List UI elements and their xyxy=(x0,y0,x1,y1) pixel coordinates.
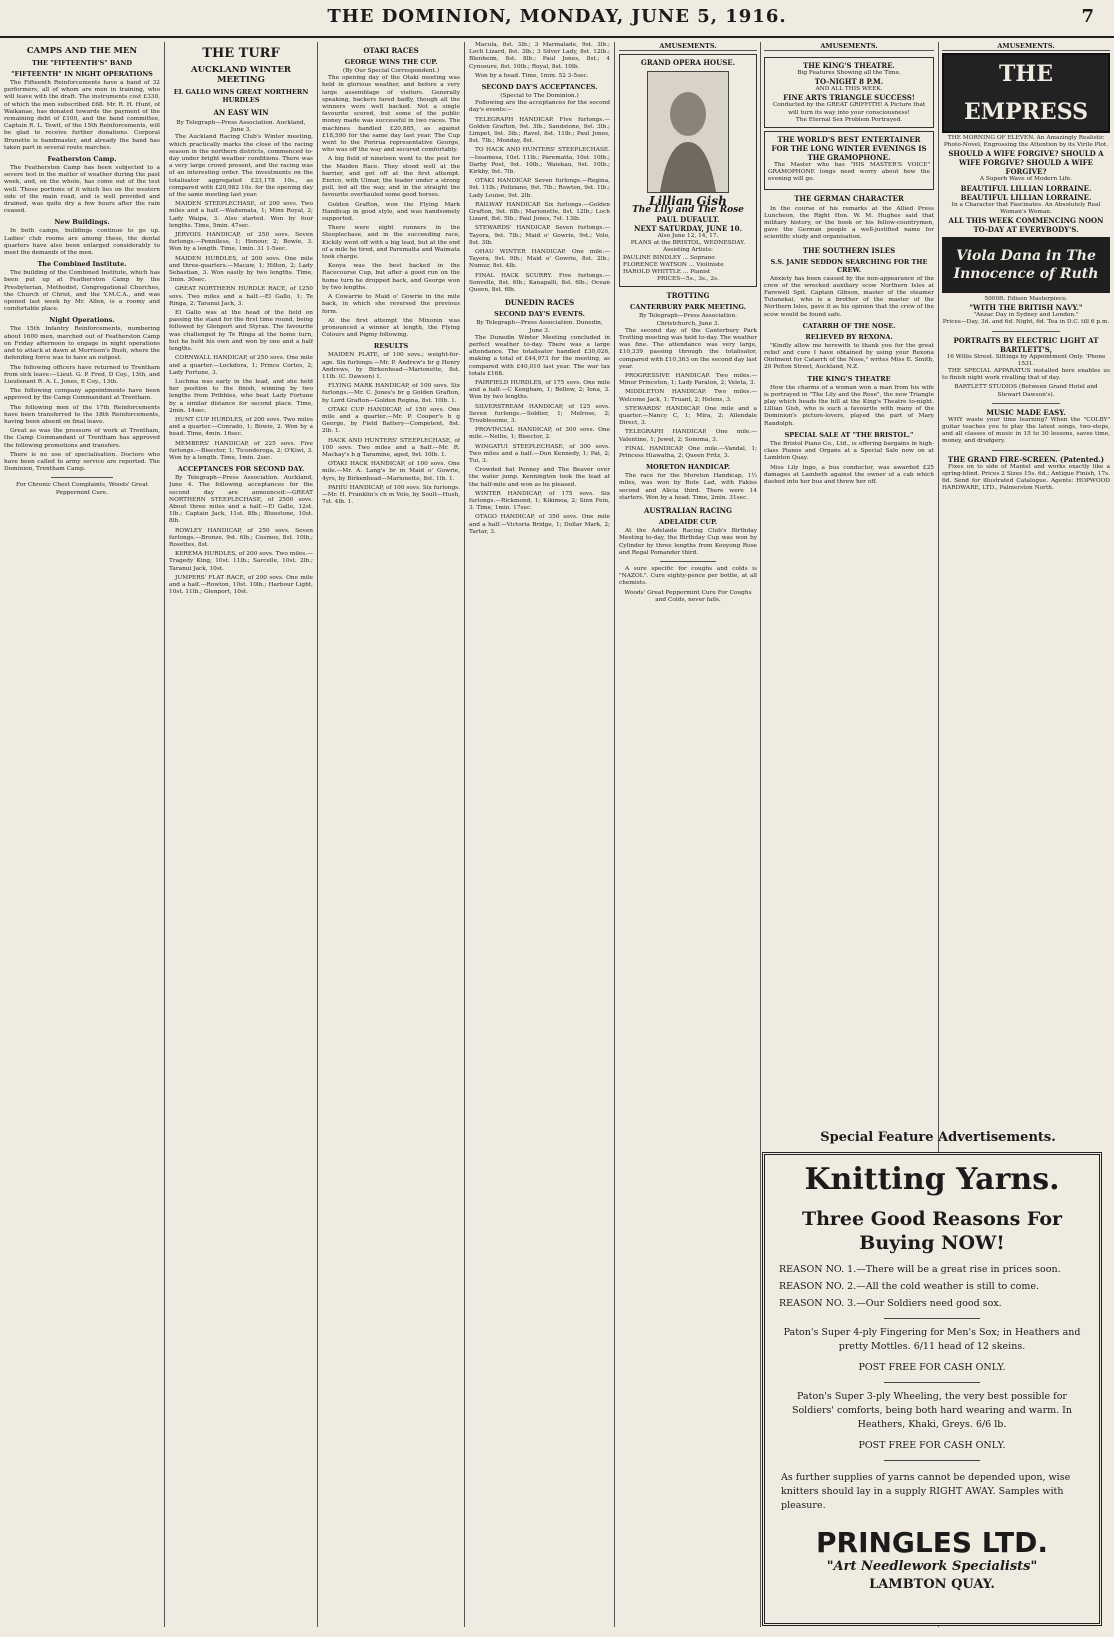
article-paragraph: In both camps, buildings continue to go up. Ladies' club rooms are among these, the dental quarters have also been enlarged considerably to meet the demands of the men. xyxy=(4,228,160,257)
advert-title: THE WORLD'S BEST ENTERTAINER FOR THE LONG WINTER EVENINGS IS THE GRAMOPHONE. xyxy=(771,135,927,163)
advert-line: PAULINE BINDLEY ... Soprano xyxy=(623,254,715,261)
separator xyxy=(884,1382,981,1383)
column-rule xyxy=(164,42,165,1627)
article-paragraph: There were eight runners in the Steeplechase, and in the succeeding race, Kickily went off with a big lead, but at the end of a mile he tired, and Parematta and Waimata took charge. xyxy=(322,225,460,261)
article-paragraph: FINAL HANDICAP. One mile.—Vandal, 1; Princess Hiawatha, 2; Queen Fritz, 3. xyxy=(619,445,757,460)
company-name: PRINGLES LTD. xyxy=(816,1526,1048,1559)
byline: By Telegraph—Press Association. Dunedin, June 3. xyxy=(476,320,603,334)
article-paragraph: The following men of the 17th Reinforcements have been transferred to the 18th Reinforcements, having been absent on final leave. xyxy=(4,404,160,425)
separator xyxy=(992,403,1059,404)
article-paragraph: The following officers have returned to Trentham from sick leave:—Lieut. G. P. Fred, D Coy., 13th, and Lieutenant R. A. L. Jones, E Coy., 13th. xyxy=(4,364,160,385)
article-paragraph: The second day of the Canterbury Park Trotting meeting was held to-day. The weather was fine. The attendance was very large, £10,339 passing through the totalisator, compared with £10,363 on the second day last year. xyxy=(619,327,757,370)
subhead: AUCKLAND WINTER MEETING xyxy=(191,65,291,85)
advert-line: WHY waste your time learning? When the "COLBY" guitar teaches you to play the latest songs, two-steps, and all classes of music in 15 to 30 lessons, saves time, money, and drudgery. xyxy=(942,416,1110,445)
separator xyxy=(992,331,1059,332)
film-title: The Lily and The Rose xyxy=(632,205,744,215)
subhead: S.S. JANIE SEDDON SEARCHING FOR THE CREW. xyxy=(770,257,928,274)
article-paragraph: HACK AND HUNTERS' STEEPLECHASE, of 100 sovs. Two miles and a half.—Mr. R. Mackay's b g Taramine, aged, 9st. 10lb. 1. xyxy=(322,437,460,458)
advert-line: For Chronic Chest Complaints, Woods' Great Peppermint Cure. xyxy=(16,482,148,496)
advert-title: GRAND OPERA HOUSE. xyxy=(640,58,736,67)
separator xyxy=(884,1318,981,1319)
column-otaki xyxy=(322,42,460,1629)
subhead: GEORGE WINS THE CUP. xyxy=(344,58,438,66)
product-terms: POST FREE FOR CASH ONLY. xyxy=(858,1362,1006,1373)
advert-line: Big Features Showing all the Time. xyxy=(797,70,901,76)
article-paragraph: How the charms of a woman won a man from his wife is portrayed in "The Lily and the Rose", the new Triangle play which heads the bill at the King's Theatre to-night. Lillian Gish, who is such a favourite with many of the Dominion's picture-lovers, played the part of Mary Randolph. xyxy=(764,384,934,427)
article-paragraph: "Kindly allow me herewith to thank you for the great relief and cure I have obtained by using your Rexona Ointment for Catarrh of the Nose," writes Miss E. Smith, 20 Pelton Street, Auckland, N.Z. xyxy=(764,342,934,371)
article-paragraph: ROWLEY HANDICAP, of 250 sovs. Seven furlongs.—Bronze, 9st. 6lb.; Cosmos, 8st. 10lb.; Rosettes, 8st. xyxy=(169,527,313,548)
headline-dunedin: DUNEDIN RACES xyxy=(504,298,575,308)
advert-line: "Anzac Day in Sydney and London." xyxy=(973,312,1079,319)
reason-item: REASON NO. 1.—There will be a great rise in prices soon. xyxy=(779,1264,1061,1275)
subhead: SPECIAL SALE AT "THE BRISTOL." xyxy=(784,430,914,439)
subhead: RELIEVED BY REXONA. xyxy=(805,332,893,341)
subhead: The Combined Institute. xyxy=(37,260,127,269)
article-paragraph: OTAKI HACK HANDICAP, of 100 sovs. One mile.—Mr. A. Lang's br m Maid o' Gowrie, 4yrs, by Birkenhead—Marionette, 8st. 1lb. 1. xyxy=(322,461,460,482)
article-paragraph: There is no use of specialisation. Doctors who have been called to army service are reported. The Dominion, Trentham Camp. xyxy=(4,451,160,473)
article-paragraph: Miss Lily Ingo, a bus conductor, was awarded £25 damages at Lambeth against the owner of a cab which dashed into her bus and threw her off. xyxy=(764,464,934,485)
subhead: Night Operations. xyxy=(49,316,115,325)
knitting-yarns-advert xyxy=(762,1152,1102,1626)
masthead-title: THE DOMINION, MONDAY, JUNE 5, 1916. xyxy=(327,6,787,27)
article-paragraph: The Auckland Racing Club's Winter meeting, which practically marks the close of the racing season in the northern districts, commenced to-day under bright weather conditions. There was a very large crowd present, and the racing was of an interesting order. The investments on the totalisator aggregated £23,178 10s., as compared with £20,982 10s. for the opening day of the same meeting last year. xyxy=(169,134,313,199)
headline-german: THE GERMAN CHARACTER xyxy=(794,193,904,203)
column-rule xyxy=(317,42,318,1627)
article-paragraph: OTAGO HANDICAP, of 350 sovs. One mile and a half.—Victoria Bridge, 1; Dollar Mark, 2; Tartar, 3. xyxy=(469,514,610,535)
article-paragraph: Golden Grafton, won the Flying Mark Handicap in good style, and was handsomely supported. xyxy=(322,201,460,223)
special-feature-heading: Special Feature Advertisements. xyxy=(820,1130,1056,1145)
advert-title: MUSIC MADE EASY. xyxy=(986,407,1066,417)
byline: (By Our Special Correspondent.) xyxy=(342,68,440,74)
article-paragraph: A big field of nineteen went to the post for the Maiden Race. They stood well at the barrier, and got off at the first attempt. Enrico, with Ulmar, the leader under a strong pull, led all the way, and in the straight the favourite overhauled some good horses. xyxy=(322,156,460,199)
article-paragraph: El Gallo was at the head of the field on passing the stand for the first time round, being followed by Glenport and Styrax. The favourite was challenged by Te Ringa at the home turn, but he held his own and won by one and a half lengths. xyxy=(169,310,313,353)
advert-line: HAROLD WHITTLE ... Pianist xyxy=(623,269,711,276)
advert-line: Prices—Day, 3d. and 6d. Night, 6d. Tea in D.C. till 6 p.m. xyxy=(942,319,1110,326)
advert-line: 5000ft. Edison Masterpiece. xyxy=(984,296,1068,303)
article-paragraph: KEREMA HURDLES, of 200 sovs. Two miles.—Tragedy King, 10st. 11lb.; Sarcelle, 10st. 2lb.; Taranui Jack, 10st. xyxy=(169,551,313,572)
advert-note: As further supplies of yarns cannot be depended upon, wise knitters should lay in a supply RIGHT AWAY. Samples with pleasure. xyxy=(781,1472,1071,1511)
advert-line: FINE ARTS TRIANGLE SUCCESS! xyxy=(783,93,915,103)
separator xyxy=(51,477,113,478)
advert-line: Woods' Great Peppermint Cure For Coughs and Colds, never fails. xyxy=(624,589,752,603)
subhead: New Buildings. xyxy=(54,218,110,227)
column-camps xyxy=(4,42,160,1629)
article-paragraph: MAIDEN STEEPLECHASE, of 200 sovs. Two miles and a half.—Waitemata, 1; Minx Royal, 2; Lady Waipa, 3. Also started. Won by four lengths. Time, 5min. 47sec. xyxy=(169,201,313,229)
kings-theatre-advert xyxy=(764,57,934,128)
advert-title: Knitting Yarns. xyxy=(804,1162,1060,1197)
subhead: THE KING'S THEATRE xyxy=(807,374,891,383)
article-paragraph: PROVINCIAL HANDICAP, of 300 sovs. One mile.—Nellie, 1; Bisector, 2. xyxy=(469,427,610,441)
separator xyxy=(660,561,715,562)
headline-turf: THE TURF xyxy=(202,46,280,61)
article-paragraph: CORNWALL HANDICAP, of 250 sovs. One mile and a quarter.—Lockdora, 1; Prince Cortes, 2; Lady Fortune, 3. xyxy=(169,355,313,376)
subhead: SECOND DAY'S EVENTS. xyxy=(494,310,585,319)
subhead: ADELAIDE CUP. xyxy=(658,518,718,527)
advert-subtitle: Three Good Reasons For Buying NOW! xyxy=(801,1208,1063,1254)
opera-house-advert xyxy=(619,54,757,287)
article-paragraph: The Fifteenth Reinforcements have a band of 32 performers, all of whom are men in training, who will leave with the draft. The instruments cost £330, of which the men subscribed £68. Mr. R. H. Hunt, of Waikanae, has donated towards the payment of the remaining debt of £100, and the band committee, Captain R. L. Tewit, of the 15th Reinforcements, will be glad to receive further donations. Corporal Brunette is bandmaster, and already the band has taken part in several route marches. xyxy=(4,80,160,151)
article-paragraph: Following are the acceptances for the second day's events:— xyxy=(469,100,610,114)
article-paragraph: The Featherston Camp has been subjected to a severe test in the matter of weather during the past week, and, on the whole, has come out of the test well. Those portions of it which lies on the western side of the main road, and is well provided and drained, was quite dry a few hours after the rain ceased. xyxy=(4,165,160,215)
advert-line: Also June 12, 14, 17. xyxy=(657,233,719,239)
advert-line: A sure specific for coughs and colds is "NAZOL". Cure eighty-pence per bottle, at all chemists. xyxy=(619,565,757,587)
article-paragraph: The Bristol Piano Co., Ltd., is offering bargains in high-class Pianos and Organs at a Special Sale now on at Lambton Quay. xyxy=(764,440,934,462)
column-rule xyxy=(614,42,615,1627)
article-paragraph: PROGRESSIVE HANDICAP. Two miles.—Minor Princeton, 1; Lady Paralon, 2; Veleta, 3. xyxy=(619,373,757,387)
section-heading: AMUSEMENTS. xyxy=(619,42,757,51)
article-paragraph: In the course of his remarks at the Allied Press Luncheon, the Right Hon. W. M. Hughes said that military history, or the book or his fellow-countrymen, gave the German people a well-justified name for scientific study and organisation. xyxy=(764,205,934,241)
subhead: ACCEPTANCES FOR SECOND DAY. xyxy=(177,465,305,474)
article-paragraph: OTAKI HANDICAP. Seven furlongs.—Regina, 9st. 11lb.; Poliziano, 9st. 7lb.; Rowton, 9st. 1lb.; Lady Louise, 9st. 2lb. xyxy=(469,178,610,199)
article-paragraph: STEWARDS' HANDICAP. One mile and a quarter.—Nancy C, 1; Mira, 2; Allendale Direct, 3. xyxy=(619,405,757,427)
article-paragraph: JERVOIS HANDICAP, of 250 sovs. Seven furlongs.—Penniless, 1; Honour, 2; Bowie, 3. Won by a length. Time, 1min. 31 1-5sec. xyxy=(169,232,313,253)
article-paragraph: At the first attempt the Mixonin was pronounced a winner at length, the Flying Colours and Pigmy following. xyxy=(322,317,460,339)
masthead xyxy=(0,0,1114,38)
article-paragraph: MAIDEN PLATE, of 100 sovs.; weight-for-age. Six furlongs.—Mr. P. Andrew's br g Henry Andrews, by Birkenhead—Marionette, 8st. 11lb. (C. Dawson) 1. xyxy=(322,352,460,380)
column-turf xyxy=(169,42,313,1629)
section-heading: AMUSEMENTS. xyxy=(764,42,934,51)
column-amusements-opera xyxy=(619,42,757,1629)
article-paragraph: HUNT CUP HURDLES, of 200 sovs. Two miles and a quarter.—Conrado, 1; Bowie, 2. Won by a head. Time, 4min. 16sec. xyxy=(169,416,313,438)
subhead: SECOND DAY'S ACCEPTANCES. xyxy=(481,83,598,92)
headline-trotting: TROTTING xyxy=(666,291,710,301)
advert-line: AND ALL THIS WEEK. xyxy=(815,86,883,93)
advert-line: BEAUTIFUL LILLIAN LORRAINE. BEAUTIFUL LILLIAN LORRAINE. xyxy=(960,183,1092,202)
section-heading: AMUSEMENTS. xyxy=(942,42,1110,51)
headline-australian-racing: AUSTRALIAN RACING xyxy=(644,506,732,516)
article-paragraph: GREAT NORTHERN HURDLE RACE, of 1250 sovs. Two miles and a half.—El Gallo, 1; Te Ringa, 2; Taranui Jack, 3. xyxy=(169,286,313,307)
article-paragraph: Anxiety has been caused by the non-appearance of the crew of the wrecked auxiliary scow Northern Isles at Farewell Spit. Captain Gibson, master of the steamer Tutanekai, who is a brother of the master of the Northern Isles, gave it as his opinion that the crew of the scow would be found safe. xyxy=(764,275,934,318)
headline-otaki: OTAKI RACES xyxy=(363,46,419,55)
article-paragraph: MIDDLETON HANDICAP. Two miles.—Welcome Jack, 1; Truant, 2; Helens, 3. xyxy=(619,389,757,403)
article-paragraph: Macula, 8st. 3lb.; 3 Marmalade, 9st. 3lb.; Loch Lizard, 8st. 3lb.; 3 Silver Lady, 8st. 12lb.; Blenheim, 8st. 8lb.; Paul Jones, 8st.; 4 Cynosure, 8st. 10lb.; Royal, 8st. 10lb. xyxy=(469,42,610,70)
column-empress xyxy=(942,42,1110,1123)
advert-line: ALL THIS WEEK COMMENCING NOON TO-DAY AT EVERYBODY'S. xyxy=(948,216,1104,235)
article-paragraph: Kooya was the best backed in the Racecourse Cup, but after a good run on the home turn he dropped back, and George won by two lengths. xyxy=(322,263,460,291)
article-paragraph: Lochma was early in the lead, and she held her position to the finish, winning by two lengths from Pribbles, who beat Lady Fortune by a similar distance for second place. Time, 2min. 14sec. xyxy=(169,378,313,414)
advert-line: SHOULD A WIFE FORGIVE? SHOULD A WIFE FORGIVE? SHOULD A WIFE FORGIVE? xyxy=(948,149,1104,177)
headline-southern-isles: THE SOUTHERN ISLES xyxy=(802,245,896,255)
advert-line: The Eternal Sex Problem Portrayed. xyxy=(795,116,903,123)
article-paragraph: MEMBERS' HANDICAP, of 225 sovs. Five furlongs.—Bisector, 1; Ticonderoga, 2; O'Kiwi, 3. Won by a length. Time, 1min. 2sec. xyxy=(169,440,313,461)
article-paragraph: The 15th Infantry Reinforcements, numbering about 1600 men, marched out of Featherston Camp on Friday afternoon to engage in night operations and to attack at dawn at Morrison's Bush, where the defending force was to have an outpost. xyxy=(4,326,160,362)
reason-item: REASON NO. 3.—Our Soldiers need good sox. xyxy=(779,1298,1002,1309)
article-paragraph: The race for the Moreton Handicap, 1½ miles, was won by Bute Lad, with Fakiss second and Alicia third. There were 14 starters. Won by a head. Time, 2min. 31sec. xyxy=(619,473,757,501)
article-paragraph: Won by a head. Time, 1min. 52 3-5sec. xyxy=(475,72,589,79)
article-paragraph: OHAU WINTER HANDICAP. One mile.—Tayora, 9st. 9lb.; Maid o' Gowrie, 8st. 2lb.; Numur, 8st. 4lb. xyxy=(469,249,610,270)
company-address: LAMBTON QUAY. xyxy=(869,1577,995,1592)
article-paragraph: A Cowarrie to Maid o' Gowrie in the mile back, in which she reversed the previous form. xyxy=(322,294,460,315)
article-paragraph: Crowded hat Penney and The Beaver over the water jump. Kennington took the lead at the half-mile and won as he pleased. xyxy=(469,467,610,488)
subhead: MORETON HANDICAP. xyxy=(645,463,730,472)
article-paragraph: OTAKI CUP HANDICAP, of 150 sovs. One mile and a quarter.—Mr. P. Cooper's b g George, by Field Battery—Competent, 8st. 2lb. 1. xyxy=(322,406,460,435)
article-paragraph: FINAL HACK SCURRY. Five furlongs.—Sonvelle, 8st. 6lb.; Kanapalli, 8st. 6lb.; Ocean Queen, 8st. 6lb. xyxy=(469,272,610,294)
separator xyxy=(884,1460,981,1461)
subhead: Featherston Camp. xyxy=(47,155,117,164)
article-paragraph: PAHIU HANDICAP, of 100 sovs. Six furlongs.—Mr. H. Franklin's ch m Volo, by Soult—Hush, 7st. 4lb. 1. xyxy=(322,484,460,506)
column-racing-results xyxy=(469,42,610,1629)
advert-line: Assisting Artists: xyxy=(663,247,713,254)
article-paragraph: TO HACK AND HUNTERS' STEEPLECHASE.—Issamesa, 10st. 11lb.; Parematta, 10st. 10lb.; Darby Post, 9st. 10lb.; Waiekau, 9st. 10lb.; Kirkby, 9st. 7lb. xyxy=(469,147,610,176)
article-paragraph: Great as was the pressure of work at Trentham, the Camp Commandant of Trentham has approved the following promotions and transfers. xyxy=(4,428,160,449)
viola-dana-banner: Viola Dana in The Innocence of Ruth xyxy=(942,237,1110,293)
article-paragraph: JUMPERS' FLAT RACE, of 200 sovs. One mile and a half.—Rowton, 10st. 10lb.; Harbour Light, 10st. 11lb.; Glenport, 10st. xyxy=(169,574,313,596)
article-paragraph: SILVERSTREAM HANDICAP, of 125 sovs. Seven furlongs.—Soldier, 1; Melrose, 2; Troublesome, 3. xyxy=(469,403,610,424)
subhead: RESULTS xyxy=(373,342,409,351)
advert-line: Fixes on to side of Mantel and works exactly like a spring-blind. Prices 2 Sizes 15s. 6d.; Antique Finish, 17s. 6d. Send for illustrated Catalogue. Agents: HOPWOOD HARDWARE, LTD., Palmerston North. xyxy=(942,463,1110,492)
article-paragraph: WINTER HANDICAP, of 175 sovs. Six furlongs.—Rickmond, 1; Kikimoa, 2; Sinn Fein, 3. Time, 1min. 17sec. xyxy=(469,490,610,512)
column-rule xyxy=(464,42,465,1627)
advert-line: A Superb Wave of Modern Life. xyxy=(979,176,1073,183)
page-number: 7 xyxy=(1081,6,1094,27)
headline-camps: CAMPS AND THE MEN xyxy=(26,46,138,56)
article-paragraph: The opening day of the Otaki meeting was held in glorious weather, and before a very large assemblage of visitors. Generally speaking, backers fared badly, though all the winners were well backed. Not a single favourite scored, but some of the public money made was successful in two races. The machines handled £20,885, as against £18,590 for the same day last year. The Cup went to the Porirua representative George, who was off the way and secured comfortably. xyxy=(322,75,460,154)
advert-line: The Master who has "HIS MASTER'S VOICE" GRAMOPHONE longs need worry about how the evening will go. xyxy=(768,162,930,183)
portrait-caption: Lillian Gish xyxy=(649,194,727,208)
article-paragraph: The building of the Combined Institute, which has been put up at Featherston Camp by the Presbyterian, Methodist, Congregational Churches, the Church of Christ, and the Y.M.C.A., and was opened last week by Mr. Allen, is a roomy and comfortable place. xyxy=(4,270,160,313)
advert-line: FLORENCE WATSON ... Violiniste xyxy=(623,261,724,268)
advert-line: PRICES—5s., 3s., 2s. xyxy=(657,276,719,283)
advert-line: Conducted by the GREAT GRIFFITH! A Picture that will turn its way into your consciousness! xyxy=(772,102,926,116)
article-paragraph: MAIDEN HURDLES, of 200 sovs. One mile and three-quarters.—Macaw, 1; Hilton, 2; Lady Sebastian, 3. Won easily by two lengths. Time, 3min. 30sec. xyxy=(169,255,313,284)
column-kings-content xyxy=(764,54,934,1123)
advert-title: THE KING'S THEATRE. xyxy=(803,61,895,70)
article-paragraph: RAILWAY HANDICAP. Six furlongs.—Golden Grafton, 9st. 6lb.; Marionette, 8st. 12lb.; Loch Lizard, 8st. 5lb.; Paul Jones, 7st. 13lb. xyxy=(469,201,610,223)
subhead: THE "FIFTEENTH'S" BAND xyxy=(32,59,132,67)
empress-logo: THE EMPRESS xyxy=(942,53,1110,133)
subhead: CANTERBURY PARK MEETING. xyxy=(630,303,746,312)
company-tagline: "Art Needlework Specialists" xyxy=(826,1559,1038,1574)
article-paragraph: STEWARDS' HANDICAP. Seven furlongs.—Tayora, 9st. 7lb.; Maid o' Gowrie, 9st.; Volo, 8st. 3lb. xyxy=(469,225,610,246)
advert-line: "WITH THE BRITISH NAVY." xyxy=(969,303,1083,313)
portrait-illustration xyxy=(647,71,729,193)
subhead: EL GALLO WINS GREAT NORTHERN HURDLES xyxy=(173,88,309,104)
byline: By Telegraph—Press Association. Auckland, June 3. xyxy=(176,120,306,134)
byline: (Special to The Dominion.) xyxy=(500,93,579,100)
article-paragraph: The Dunedin Winter Meeting concluded in perfect weather to-day. There was a large attendance. The totalisator handled £30,026, making a total of £44,973 for the meeting, as compared with £40,010 last year. The war tax totals £168. xyxy=(469,334,610,377)
article-paragraph: The following company appointments have been approved by the Camp Commandant at Trentham. xyxy=(4,388,160,402)
advert-line: PLANS at the BRISTOL, WEDNESDAY. xyxy=(630,240,746,247)
product-terms: POST FREE FOR CASH ONLY. xyxy=(858,1440,1006,1451)
advert-line: In a Character that Fascinates. An Absolutely Real Woman's Woman. xyxy=(951,201,1101,215)
portrait-icon xyxy=(648,72,728,192)
separator xyxy=(992,450,1059,451)
advert-line: THE MORNING OF ELEVEN. An Amazingly Realistic Photo-Novel, Engrossing the Attention by its Virile Plot. xyxy=(943,135,1109,149)
product-description: Paton's Super 4-ply Fingering for Men's Sox; in Heathers and pretty Mottles. 6/11 head of 12 skeins. xyxy=(783,1327,1081,1352)
subhead: AN EASY WIN xyxy=(213,108,269,117)
advert-line: TO-NIGHT 8 P.M. xyxy=(814,77,884,87)
article-paragraph: TELEGRAPH HANDICAP. Five furlongs.—Golden Grafton, 9st. 3lb.; Sandstone, 9st. 3lb.; Limpet, 9st. 3lb.; Ravel, 8st. 11lb.; Paul Jones, 8st. 7lb.; Monday, 8st. xyxy=(469,116,610,145)
article-paragraph: At the Adelaide Racing Club's Birthday Meeting to-day, the Birthday Cup was won by Cylinder by three lengths from Kooyong Rose and Regal Pomander third. xyxy=(619,528,757,556)
advert-line: THE SPECIAL APPARATUS installed here enables us to finish night work rivalling that of day. xyxy=(942,368,1110,382)
product-description: Paton's Super 3-ply Wheeling, the very best possible for Soldiers' comforts, being both hard wearing and warm. In Heathers, Khaki, Greys. 6/6 lb. xyxy=(791,1391,1073,1430)
subhead: CATARRH OF THE NOSE. xyxy=(802,321,896,330)
advert-title: THE GRAND FIRE-SCREEN. (Patented.) xyxy=(947,454,1105,464)
advert-title: PORTRAITS BY ELECTRIC LIGHT AT BARTLETT'S, xyxy=(953,335,1099,354)
advert-line: PAUL DUFAULT. xyxy=(656,215,720,224)
byline: By Telegraph—Press Association. Christchurch, June 3. xyxy=(638,313,737,327)
article-paragraph: WINGATUI STEEPLECHASE, of 300 sovs. Two miles and a half.—Dun Kennedy, 1; Pat, 2; Tui, 3. xyxy=(469,443,610,464)
advert-line: NEXT SATURDAY, JUNE 10. xyxy=(634,224,742,233)
article-paragraph: TELEGRAPH HANDICAP. One mile.—Valentine, 1; Jewel, 2; Sonoma, 3. xyxy=(619,429,757,443)
article-paragraph: By Telegraph—Press Association. Auckland, June 4. The following acceptances for the second day are announced:—GREAT NORTHERN STEEPLECHASE, of 2500 sovs. About three miles and a half.—El Gallo, 12st. 1lb.; Captain Jack, 11st. 8lb.; Bluestone, 10st. 8lb. xyxy=(169,475,313,525)
article-paragraph: FLYING MARK HANDICAP, of 100 sovs. Six furlongs.—Mr. C. Jones's br g Golden Grafton, by Lord Grafton—Golden Regina, 8st. 10lb. 1. xyxy=(322,383,460,404)
article-paragraph: FAIRFIELD HURDLES, of 175 sovs. One mile and a half.—C Kengham, 1; Bellow, 2; Iona, 3. Won by two lengths. xyxy=(469,379,610,401)
advert-line: 16 Willis Street. Sittings by Appointment Only. 'Phone 1531. xyxy=(946,353,1106,367)
reason-item: REASON NO. 2.—All the cold weather is still to come. xyxy=(779,1281,1039,1292)
advert-line: BARTLETT STUDIOS (Between Grand Hotel and Stewart Dawson's). xyxy=(954,384,1098,398)
column-rule xyxy=(760,42,761,1627)
subhead: "FIFTEENTH" IN NIGHT OPERATIONS xyxy=(11,70,153,78)
gramophone-advert xyxy=(764,131,934,190)
